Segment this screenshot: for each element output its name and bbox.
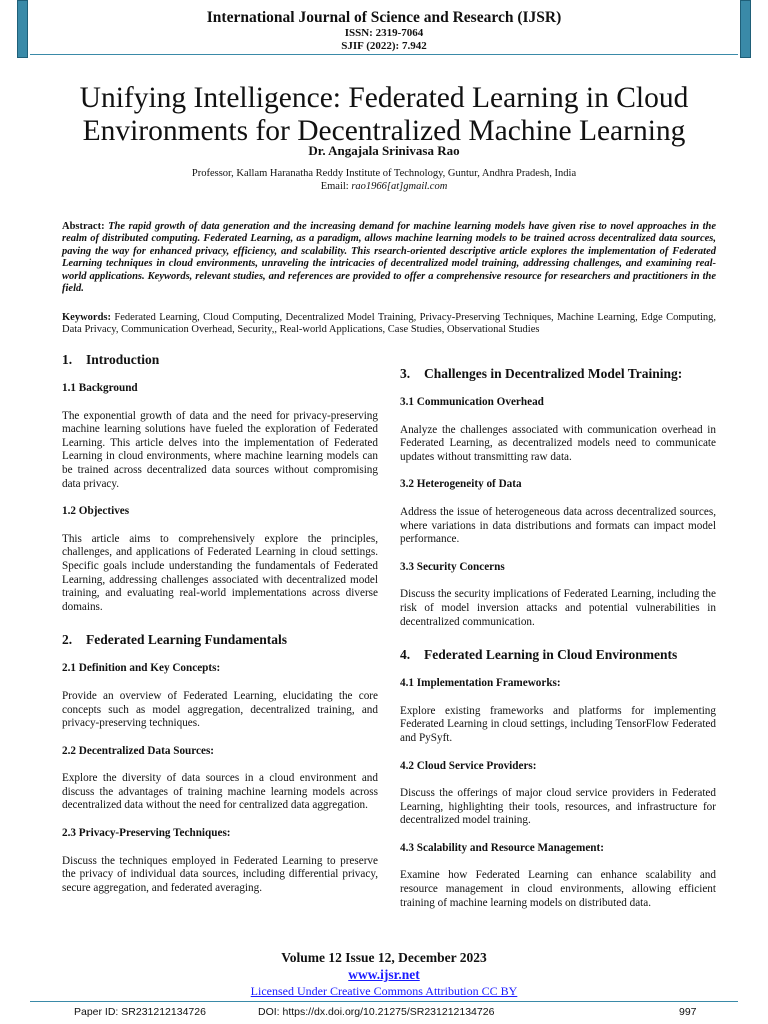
paragraph: Explore existing frameworks and platforms for implementing Federated Learning in cloud settings, including TensorFlow Federated and PySyft.: [400, 704, 716, 744]
footer-divider: [30, 1001, 738, 1002]
subsection-heading: 4.2 Cloud Service Providers:: [400, 759, 537, 772]
subsection-heading: 2.2 Decentralized Data Sources:: [62, 744, 215, 757]
section-number: 3.: [400, 366, 411, 381]
section-heading: [400, 647, 716, 663]
section-number: 4.: [400, 647, 411, 663]
right-column: [400, 366, 716, 910]
section-title: Federated Learning Fundamentals: [86, 632, 287, 648]
section-heading: [62, 352, 378, 368]
paper-id: Paper ID: SR231212134726: [74, 1006, 206, 1018]
left-column: [62, 352, 378, 895]
author-name: Dr. Angajala Srinivasa Rao: [308, 143, 460, 158]
license-link[interactable]: Licensed Under Creative Commons Attribution CC BY: [250, 984, 518, 998]
volume-issue: Volume 12 Issue 12, December 2023: [281, 950, 487, 965]
keywords-text: Federated Learning, Cloud Computing, Decentralized Model Training, Privacy-Preserving Techniques, Machine Learning, Edge Computing, Data Privacy, Communication Overhead, Security,, Real-world Applications, Case Studies, Observational Studies: [62, 312, 716, 336]
section-heading: [400, 366, 716, 382]
keywords-label: Keywords:: [62, 312, 111, 323]
paragraph: Provide an overview of Federated Learning, elucidating the core concepts such as model aggregation, decentralized training, and privacy-preserving techniques.: [62, 689, 378, 730]
section-title: Introduction: [86, 352, 160, 367]
email-line: [0, 181, 768, 194]
paragraph: Discuss the techniques employed in Federated Learning to preserve the privacy of individual data sources, including differential privacy, secure aggregation, and federated averaging.: [62, 854, 378, 894]
author-affiliation: [0, 168, 768, 193]
journal-name: International Journal of Science and Research (IJSR): [206, 9, 562, 26]
paragraph: Examine how Federated Learning can enhance scalability and resource management in cloud environments, allowing efficient training of machine learning models on distributed data.: [400, 869, 716, 909]
subsection-heading: 3.1 Communication Overhead: [400, 396, 544, 408]
journal-link[interactable]: www.ijsr.net: [348, 967, 420, 982]
subsection-heading: 3.3 Security Concerns: [400, 560, 505, 573]
abstract-label: Abstract:: [62, 221, 105, 232]
section-number: 1.: [62, 352, 73, 367]
paper-title: Unifying Intelligence: Federated Learning in Cloud Environments for Decentralized Machine Learning: [79, 81, 689, 147]
section-number: 2.: [62, 632, 73, 648]
email-address[interactable]: rao1966[at]gmail.com: [351, 180, 448, 192]
paragraph: Explore the diversity of data sources in a cloud environment and discuss the advantages of training machine learning models across decentralized data without the need for centralized data aggregation.: [62, 772, 378, 812]
abstract: [62, 221, 716, 295]
journal-header: [0, 8, 768, 52]
email-label: Email:: [320, 180, 349, 192]
paragraph: Discuss the offerings of major cloud service providers in Federated Learning, highlighting their tools, resources, and infrastructure for decentralized model training.: [400, 787, 716, 827]
paragraph: This article aims to comprehensively explore the principles, challenges, and applications of Federated Learning in cloud settings. Specific goals include understanding the fundamentals of Federated Learning, addressing challenges associated with decentralized model training, and evaluating real-world implementations across diverse domains.: [62, 532, 378, 613]
header-divider: [30, 54, 738, 55]
paragraph: Analyze the challenges associated with communication overhead in Federated Learning, as decentralized models need to communicate updates without transmitting raw data.: [400, 423, 716, 463]
affiliation-text: Professor, Kallam Haranatha Reddy Institute of Technology, Guntur, Andhra Pradesh, India: [191, 168, 577, 179]
subsection-heading: 4.3 Scalability and Resource Management:: [400, 841, 604, 854]
abstract-text: The rapid growth of data generation and the increasing demand for machine learning models have given rise to novel approaches in the realm of distributed computing. Federated Learning, as a paradigm, allows machine learning models to be trained across decentralized data sources, paving the way for enhanced privacy, efficiency, and scalability. This rsearch-oriented descriptive article explores the implementation of Federated Learning techniques in cloud environments, unraveling the intricacies of decentralized model training, addressing challenges, and examining real-world applications. Keywords, relevant studies, and references are provided to offer a comprehensive resource for researchers and practitioners in the field.: [62, 221, 716, 295]
subsection-heading: 1.2 Objectives: [62, 505, 130, 518]
subsection-heading: 2.3 Privacy-Preserving Techniques:: [62, 827, 231, 840]
subsection-heading: 1.1 Background: [62, 382, 138, 394]
subsection-heading: 3.2 Heterogeneity of Data: [400, 478, 522, 491]
subsection-heading: 4.1 Implementation Frameworks:: [400, 677, 561, 690]
paragraph: The exponential growth of data and the need for privacy-preserving machine learning solutions have fueled the exploration of Federated Learning. This article delves into the implementation of Federated Learning in cloud environments, where machine learning models can be trained across decentralized data sources without compromising data privacy.: [62, 409, 378, 490]
subsection-heading: 2.1 Definition and Key Concepts:: [62, 662, 221, 675]
issn: ISSN: 2319-7064: [344, 27, 424, 39]
page-number: 997: [679, 1006, 697, 1018]
section-title: Challenges in Decentralized Model Training:: [424, 366, 683, 381]
keywords: [62, 312, 716, 337]
paragraph: Discuss the security implications of Federated Learning, including the risk of model inversion attacks and potential vulnerabilities in decentralized communication.: [400, 588, 716, 628]
paragraph: Address the issue of heterogeneous data across decentralized sources, where variations in data distributions and formats can impact model performance.: [400, 505, 716, 546]
doi[interactable]: DOI: https://dx.doi.org/10.21275/SR231212134726: [258, 1006, 495, 1018]
section-heading: [62, 632, 378, 648]
sjif: SJIF (2022): 7.942: [341, 39, 427, 52]
section-title: Federated Learning in Cloud Environments: [424, 647, 678, 663]
